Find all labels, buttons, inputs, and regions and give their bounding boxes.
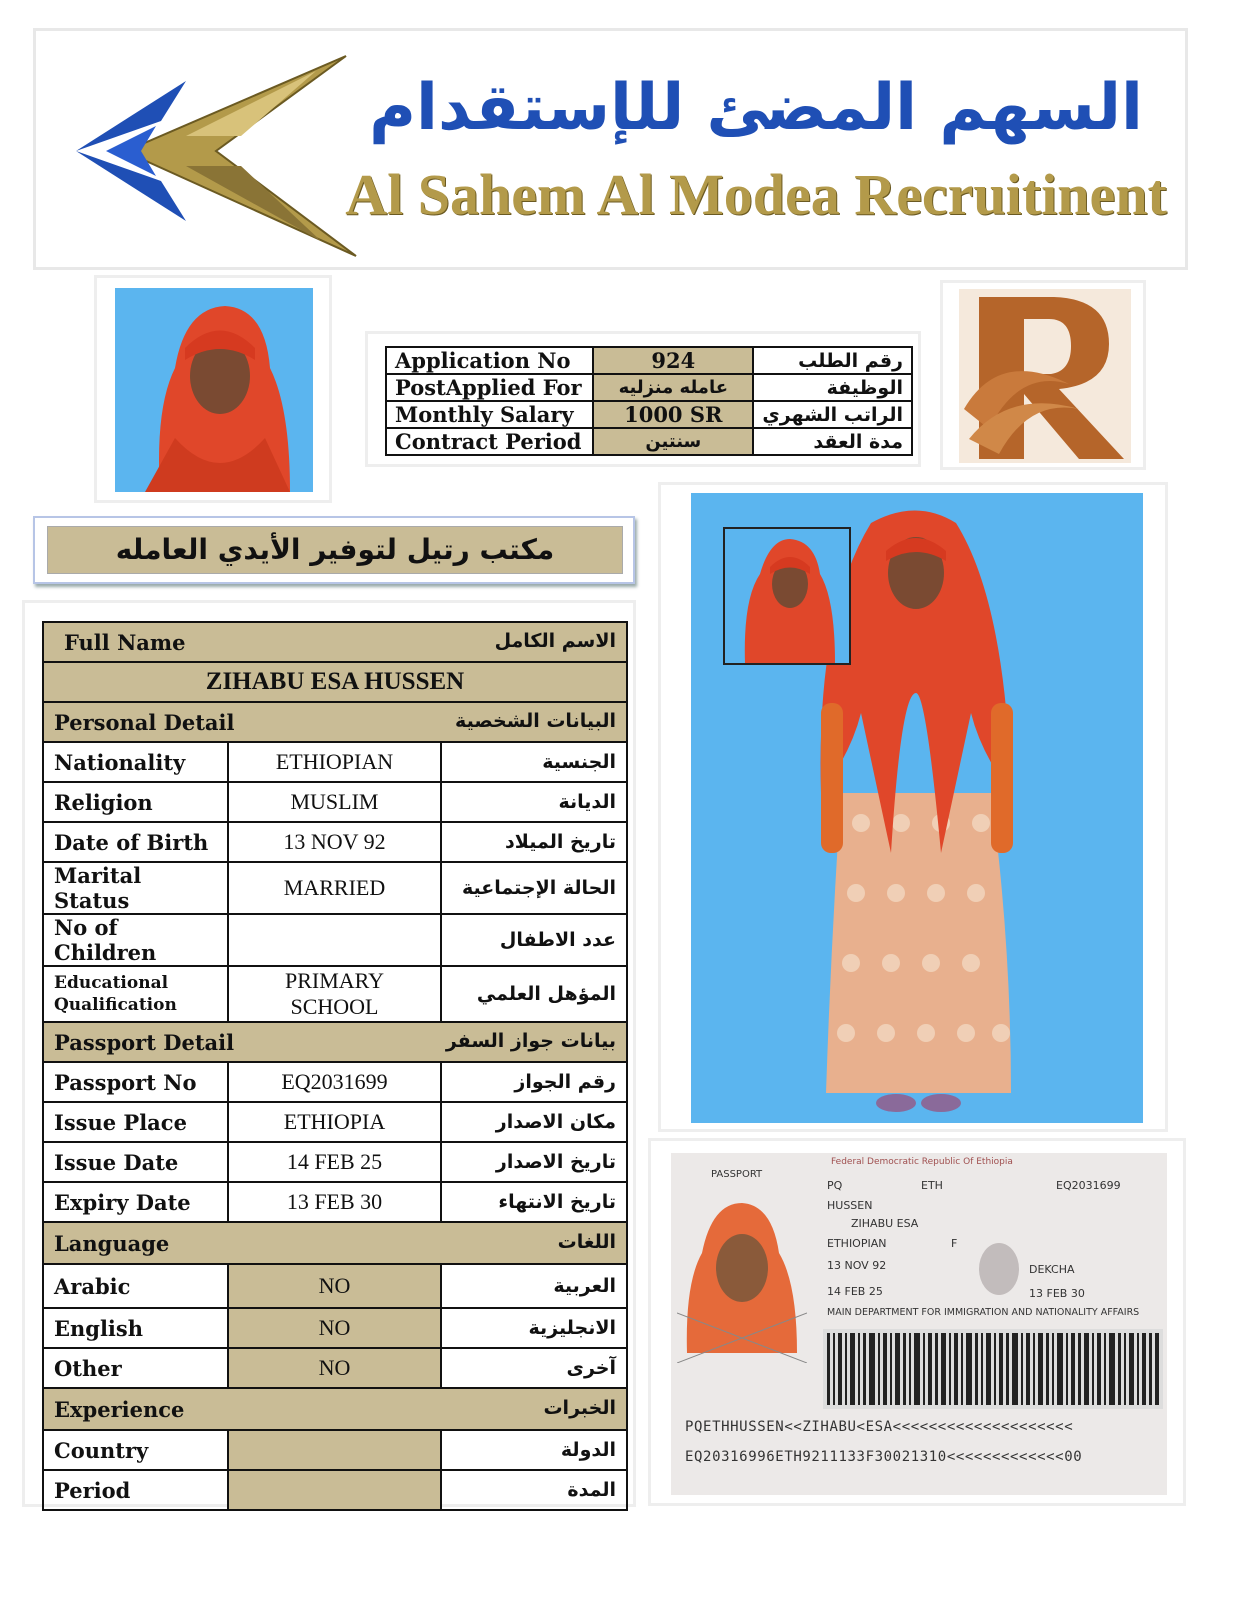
passport-type: PQ [827, 1179, 843, 1192]
religion-value: MUSLIM [228, 782, 441, 822]
application-no-label: Application No [386, 347, 593, 374]
education-label-line-2: Qualification [54, 995, 177, 1015]
experience-country-arabic: الدولة [441, 1430, 627, 1470]
marital-status-label: Marital Status [43, 862, 228, 914]
thumbnail-figure-icon [725, 529, 849, 663]
portrait-figure-icon [115, 288, 313, 492]
office-title: مكتب رتيل لتوفير الأيدي العامله [47, 526, 623, 574]
experience-period-value [228, 1470, 441, 1510]
education-value [228, 966, 441, 1022]
marital-status-arabic: الحالة الإجتماعية [441, 862, 627, 914]
issue-date-value: 14 FEB 25 [228, 1142, 441, 1182]
education-value-line-1: PRIMARY [284, 968, 385, 993]
english-language-arabic: الانجليزية [441, 1308, 627, 1348]
issue-place-arabic: مكان الاصدار [441, 1102, 627, 1142]
company-name-english: Al Sahem Al Modea Recruitinent [345, 162, 1167, 227]
children-label: No of Children [43, 914, 228, 966]
agency-logo [940, 280, 1146, 470]
applicant-details-panel [22, 600, 636, 1507]
full-name-header [43, 622, 627, 662]
table-row [43, 782, 627, 822]
table-row [43, 662, 627, 702]
passport-surname: HUSSEN [827, 1199, 873, 1212]
other-language-arabic: آخرى [441, 1348, 627, 1388]
table-row [43, 1142, 627, 1182]
table-row [43, 1062, 627, 1102]
education-arabic: المؤهل العلمي [441, 966, 627, 1022]
full-name-label: Full Name [64, 629, 186, 655]
application-info-table [385, 346, 913, 456]
expiry-date-arabic: تاريخ الانتهاء [441, 1182, 627, 1222]
passport-country-code: ETH [921, 1179, 943, 1192]
passport-issue-date: 14 FEB 25 [827, 1285, 883, 1298]
application-info-box [365, 331, 921, 467]
office-title-box [33, 516, 635, 584]
table-row [43, 1182, 627, 1222]
experience-heading-arabic: الخبرات [543, 1396, 616, 1419]
education-value-line-2: SCHOOL [290, 994, 379, 1019]
religion-arabic: الديانة [441, 782, 627, 822]
other-language-label: Other [43, 1348, 228, 1388]
full-name-arabic: الاسم الكامل [494, 629, 616, 652]
education-label [43, 966, 228, 1022]
table-row [43, 1430, 627, 1470]
r-letter-logo-icon [959, 289, 1131, 463]
english-language-label: English [43, 1308, 228, 1348]
table-row [43, 1022, 627, 1062]
applicant-details-table [42, 621, 628, 1511]
passport-place-of-birth: DEKCHA [1029, 1263, 1075, 1276]
passport-detail-heading: Passport Detail [54, 1029, 235, 1055]
marital-status-value: MARRIED [228, 862, 441, 914]
arabic-language-arabic: العربية [441, 1264, 627, 1308]
table-row [43, 1264, 627, 1308]
language-header [43, 1222, 627, 1264]
arabic-language-label: Arabic [43, 1264, 228, 1308]
passport-nationality: ETHIOPIAN [827, 1237, 887, 1250]
language-heading-arabic: اللغات [557, 1230, 616, 1253]
arrow-logo-icon [66, 41, 366, 266]
full-name-value: ZIHABU ESA HUSSEN [43, 662, 627, 702]
table-row [386, 401, 912, 428]
table-row [386, 347, 912, 374]
passport-no-value: EQ2031699 [228, 1062, 441, 1102]
passport-barcode-icon [823, 1329, 1163, 1409]
experience-header [43, 1388, 627, 1430]
date-of-birth-arabic: تاريخ الميلاد [441, 822, 627, 862]
experience-period-label: Period [43, 1470, 228, 1510]
experience-period-arabic: المدة [441, 1470, 627, 1510]
issue-place-label: Issue Place [43, 1102, 228, 1142]
nationality-arabic: الجنسية [441, 742, 627, 782]
passport-doc-title: PASSPORT [711, 1169, 763, 1180]
table-row [43, 966, 627, 1022]
issue-date-label: Issue Date [43, 1142, 228, 1182]
passport-photo-icon [677, 1193, 807, 1363]
company-name-arabic: السهم المضئ للإستقدام [369, 71, 1143, 145]
children-value [228, 914, 441, 966]
monthly-salary-label: Monthly Salary [386, 401, 593, 428]
passport-number: EQ2031699 [1056, 1179, 1121, 1192]
company-banner [33, 28, 1188, 270]
experience-country-label: Country [43, 1430, 228, 1470]
table-row [43, 1102, 627, 1142]
personal-detail-header [43, 702, 627, 742]
children-arabic: عدد الاطفال [441, 914, 627, 966]
contract-period-label: Contract Period [386, 428, 593, 455]
nationality-label: Nationality [43, 742, 228, 782]
full-body-photo [658, 482, 1168, 1132]
passport-detail-heading-arabic: بيانات جواز السفر [445, 1029, 616, 1052]
application-no-arabic: رقم الطلب [753, 347, 912, 374]
date-of-birth-label: Date of Birth [43, 822, 228, 862]
passport-mrz-line-1: PQETHHUSSEN<<ZIHABU<ESA<<<<<<<<<<<<<<<<<<<< [685, 1419, 1074, 1435]
date-of-birth-value: 13 NOV 92 [228, 822, 441, 862]
thumbnail-portrait [723, 527, 851, 665]
nationality-value: ETHIOPIAN [228, 742, 441, 782]
monthly-salary-value: 1000 SR [593, 401, 753, 428]
english-language-value: NO [228, 1308, 441, 1348]
education-label-line-1: Educational [54, 973, 169, 993]
personal-detail-heading-arabic: البيانات الشخصية [455, 709, 616, 732]
table-row [43, 862, 627, 914]
passport-mrz-line-2: EQ20316996ETH9211133F30021310<<<<<<<<<<<<<00 [685, 1449, 1083, 1465]
post-applied-label: PostApplied For [386, 374, 593, 401]
table-row [386, 428, 912, 455]
experience-country-value [228, 1430, 441, 1470]
table-row [43, 1308, 627, 1348]
table-row [43, 742, 627, 782]
application-no-value: 924 [593, 347, 753, 374]
issue-date-arabic: تاريخ الاصدار [441, 1142, 627, 1182]
post-applied-arabic: الوظيفة [753, 374, 912, 401]
passport-given-names: ZIHABU ESA [851, 1217, 919, 1230]
passport-sex: F [951, 1237, 958, 1250]
table-row [43, 622, 627, 662]
passport-no-arabic: رقم الجواز [441, 1062, 627, 1102]
passport-country-header: Federal Democratic Republic Of Ethiopia [831, 1157, 1013, 1167]
portrait-photo [94, 275, 332, 503]
passport-no-label: Passport No [43, 1062, 228, 1102]
language-heading: Language [54, 1230, 170, 1256]
expiry-date-value: 13 FEB 30 [228, 1182, 441, 1222]
table-row [43, 914, 627, 966]
monthly-salary-arabic: الراتب الشهري [753, 401, 912, 428]
passport-scan [648, 1138, 1186, 1506]
passport-dob: 13 NOV 92 [827, 1259, 887, 1272]
passport-detail-header [43, 1022, 627, 1062]
issue-place-value: ETHIOPIA [228, 1102, 441, 1142]
passport-authority: MAIN DEPARTMENT FOR IMMIGRATION AND NATIONALITY AFFAIRS [827, 1307, 1140, 1318]
table-row [43, 1222, 627, 1264]
table-row [386, 374, 912, 401]
arabic-language-value: NO [228, 1264, 441, 1308]
experience-heading: Experience [54, 1396, 185, 1422]
contract-period-arabic: مدة العقد [753, 428, 912, 455]
post-applied-value: عامله منزليه [593, 374, 753, 401]
passport-expiry-date: 13 FEB 30 [1029, 1287, 1085, 1300]
other-language-value: NO [228, 1348, 441, 1388]
religion-label: Religion [43, 782, 228, 822]
table-row [43, 1348, 627, 1388]
personal-detail-heading: Personal Detail [54, 709, 235, 735]
table-row [43, 1388, 627, 1430]
expiry-date-label: Expiry Date [43, 1182, 228, 1222]
table-row [43, 702, 627, 742]
contract-period-value: سنتين [593, 428, 753, 455]
table-row [43, 822, 627, 862]
table-row [43, 1470, 627, 1510]
passport-ghost-photo-icon [969, 1233, 1029, 1305]
